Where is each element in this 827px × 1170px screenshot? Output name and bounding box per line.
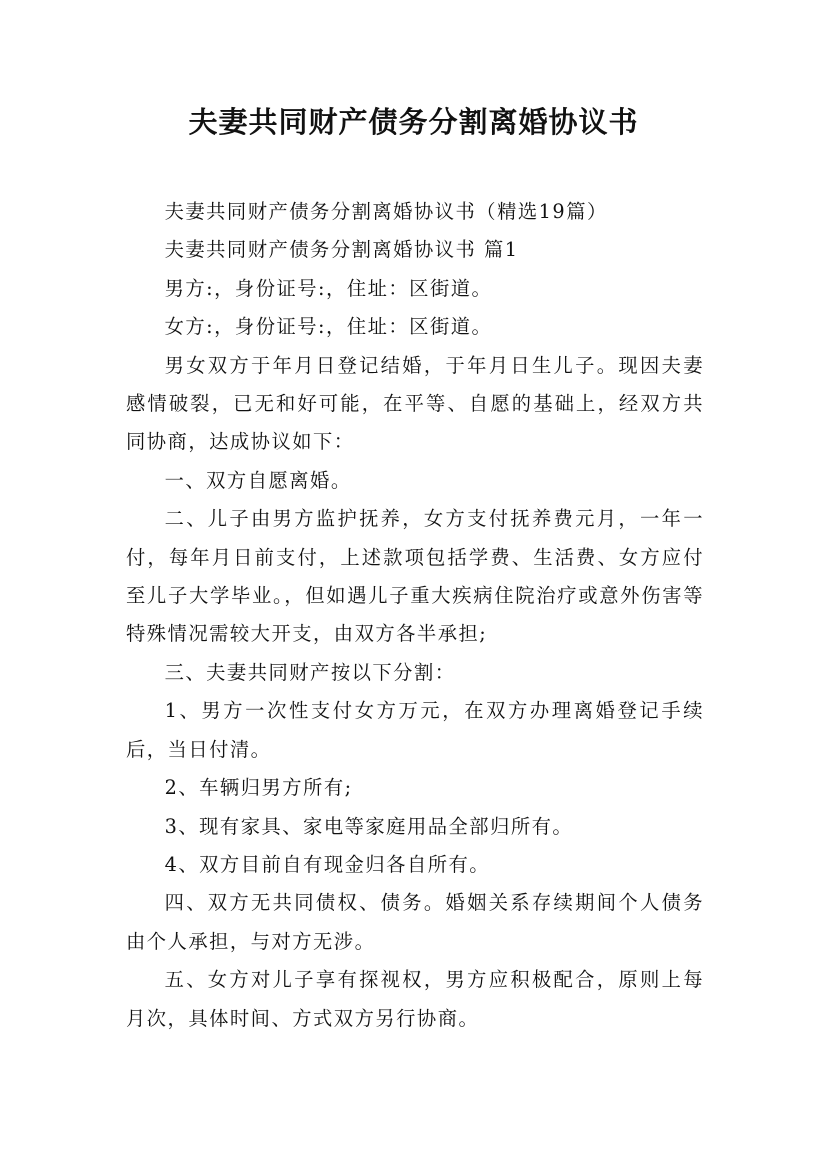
paragraph-marriage-background: 男女双方于年月日登记结婚，于年月日生儿子。现因夫妻感情破裂，已无和好可能，在平等、自愿的基础上，经双方共同协商，达成协议如下： xyxy=(126,353,704,454)
paragraph-clause-5: 五、女方对儿子享有探视权，男方应积极配合，原则上每月次，具体时间、方式双方另行协商。 xyxy=(126,968,704,1030)
paragraph-clause-3-item-4: 4、双方目前自有现金归各自所有。 xyxy=(164,852,491,876)
document-body xyxy=(126,193,704,1038)
paragraph-clause-2: 二、儿子由男方监护抚养，女方支付抚养费元月，一年一付，每年月日前支付，上述款项包括学费、生活费、女方应付至儿子大学毕业。，但如遇儿子重大疾病住院治疗或意外伤害等特殊情况需较大开支，由双方各半承担; xyxy=(126,507,704,646)
paragraph-collection-heading: 夫妻共同财产债务分割离婚协议书（精选19篇） xyxy=(164,200,608,223)
paragraph-clause-1: 一、双方自愿离婚。 xyxy=(164,468,352,492)
paragraph-clause-3-item-3: 3、现有家具、家电等家庭用品全部归所有。 xyxy=(164,814,574,838)
paragraph-clause-3-item-1: 1、男方一次性支付女方万元，在双方办理离婚登记手续后，当日付清。 xyxy=(126,699,704,761)
document-title: 夫妻共同财产债务分割离婚协议书 xyxy=(188,105,639,139)
paragraph-husband-info: 男方:，身份证号:，住址：区街道。 xyxy=(164,276,493,300)
paragraph-article-heading: 夫妻共同财产债务分割离婚协议书 篇1 xyxy=(164,238,519,262)
paragraph-clause-4: 四、双方无共同债权、债务。婚姻关系存续期间个人债务由个人承担，与对方无涉。 xyxy=(126,891,704,953)
paragraph-wife-info: 女方:，身份证号:，住址：区街道。 xyxy=(164,315,493,339)
paragraph-clause-3: 三、夫妻共同财产按以下分割： xyxy=(164,660,456,684)
paragraph-clause-3-item-2: 2、车辆归男方所有; xyxy=(164,776,353,800)
